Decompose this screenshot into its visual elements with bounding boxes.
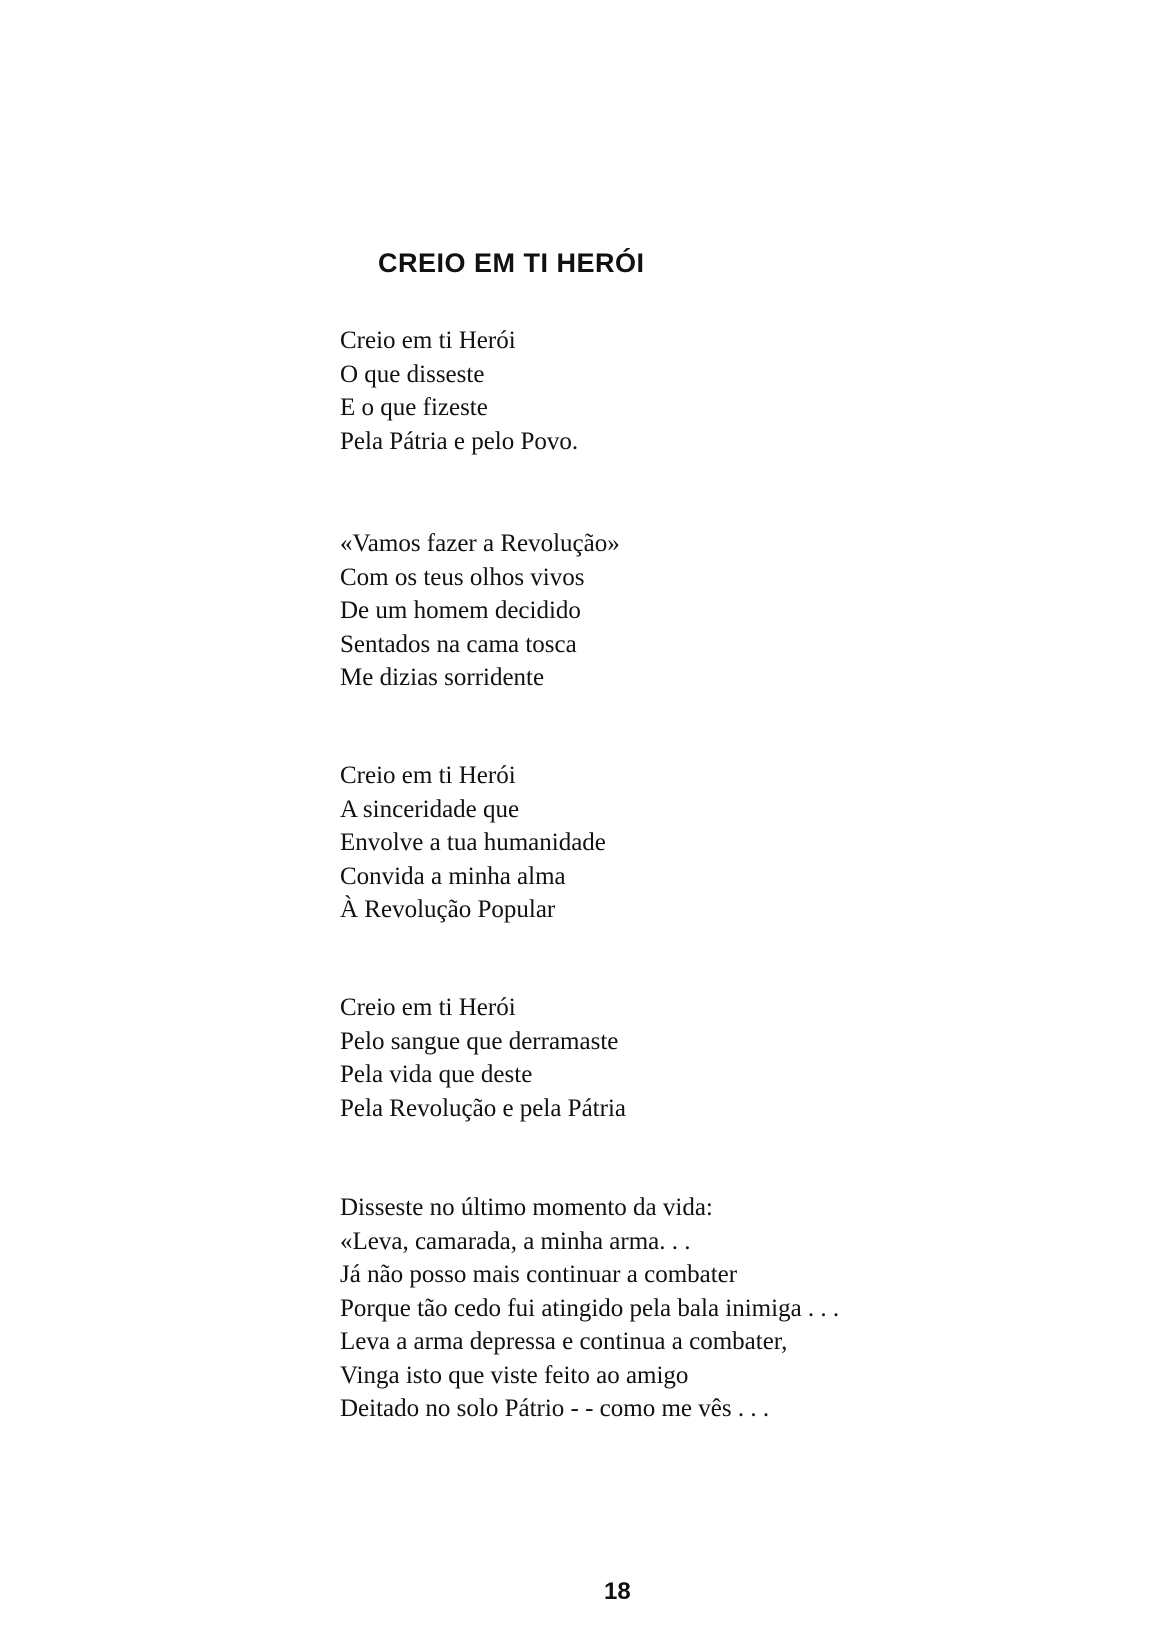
poem-line: Pela Pátria e pelo Povo. — [340, 427, 579, 455]
poem-line: Pela Revolução e pela Pátria — [340, 1094, 626, 1122]
poem-line: Creio em ti Herói — [340, 327, 516, 354]
poem-line: Creio em ti Herói — [340, 994, 516, 1021]
poem-line: Disseste no último momento da vida: — [340, 1194, 713, 1221]
poem-line: À Revolução Popular — [340, 896, 556, 923]
poem-line: De um homem decidido — [340, 597, 581, 624]
poem-line: Creio em ti Herói — [340, 762, 516, 789]
stanza-4 — [340, 991, 626, 1125]
poem-line: Pelo sangue que derramaste — [340, 1027, 619, 1055]
poem-title: CREIO EM TI HERÓI — [378, 248, 645, 278]
poem-line: Com os teus olhos vivos — [340, 563, 585, 591]
page-number: 18 — [604, 1578, 631, 1605]
poem-line: A sinceridade que — [340, 795, 520, 823]
poem-line: E o que fizeste — [340, 394, 488, 421]
stanza-2 — [340, 527, 620, 695]
stanza-5 — [340, 1191, 839, 1426]
stanza-3 — [340, 759, 606, 927]
poem-line: O que disseste — [340, 360, 485, 388]
poem-line: Convida a minha alma — [340, 862, 566, 890]
poem-line: Porque tão cedo fui atingido pela bala inimiga . . . — [340, 1294, 840, 1322]
poem-line: Vinga isto que viste feito ao amigo — [340, 1361, 689, 1389]
poem-line: «Vamos fazer a Revolução» — [340, 530, 620, 557]
poem-line: Sentados na cama tosca — [340, 630, 577, 658]
poem-line: Deitado no solo Pátrio - - como me vês . . . — [340, 1395, 770, 1422]
poem-line: Já não posso mais continuar a combater — [340, 1261, 738, 1288]
poem-line: Me dizias sorridente — [340, 664, 545, 691]
poem-line: Pela vida que deste — [340, 1061, 533, 1088]
poem-line: Leva a arma depressa e continua a combater, — [340, 1328, 788, 1355]
stanza-1 — [340, 324, 578, 458]
poem-line: Envolve a tua humanidade — [340, 829, 606, 856]
poem-line: «Leva, camarada, a minha arma. . . — [340, 1227, 691, 1255]
